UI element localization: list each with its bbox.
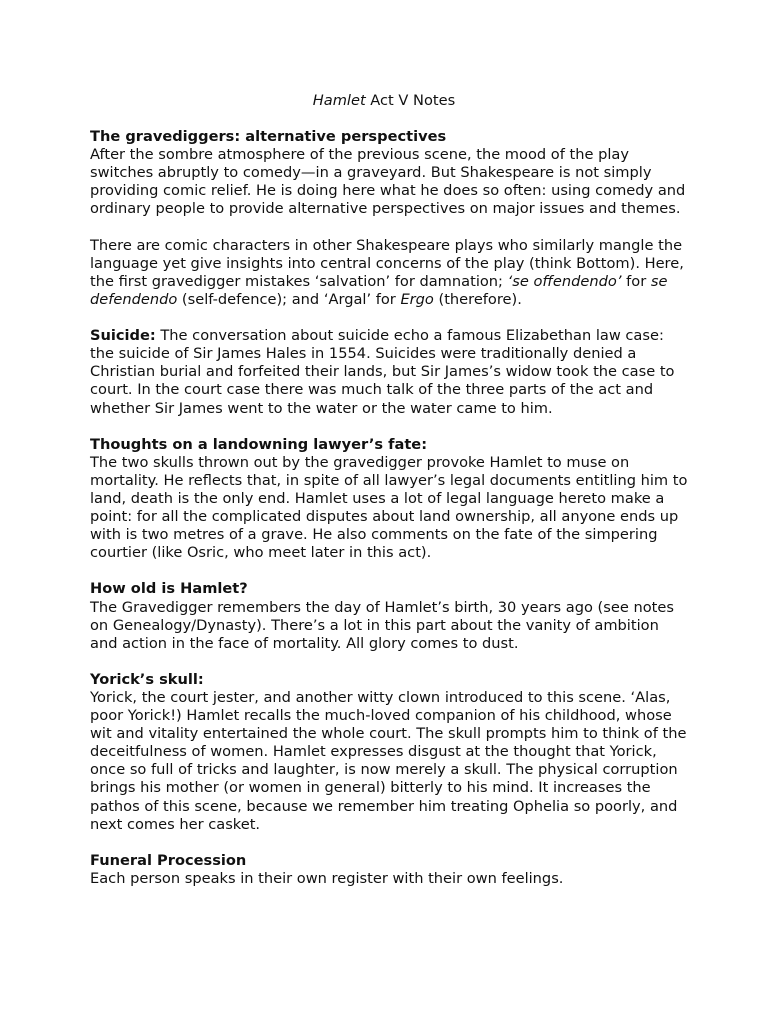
document-page: [90, 92, 690, 906]
section-body: The two skulls thrown out by the gravedigger provoke Hamlet to muse on mortality. He reflects that, in spite of all lawyer’s legal documents entitling him to land, death is the only end. Hamlet uses a lot of legal language hereto make a point: for all the complicated disputes about land ownership, all anyone ends up with is two metres of a grave. He also comments on the fate of the simpering courtier (like Osric, who meet later in this act).: [90, 453, 688, 562]
section-body: Yorick, the court jester, and another witty clown introduced to this scene. ‘Alas, poor Yorick!) Hamlet recalls the much-loved companion of his childhood, whose wit and vitality entertained the whole court. The skull prompts him to think of the deceitfulness of women. Hamlet expresses disgust at the thought that Yorick, once so full of tricks and laughter, is now merely a skull. The physical corruption brings his mother (or women in general) bitterly to his mind. It increases the pathos of this scene, because we remember him treating Ophelia so poorly, and next comes her casket.: [90, 689, 687, 833]
section-gravediggers: [90, 128, 690, 218]
document-title: [90, 92, 678, 110]
body-text: There are comic characters in other Shakespeare plays who similarly mangle the language yet give insights into central concerns of the play (think Bottom). Here, the first gravedigger mistakes ‘salvation’ for damnation;: [90, 236, 684, 290]
section-heading: Suicide:: [90, 327, 156, 345]
section-funeral: [90, 852, 690, 888]
section-body: Each person speaks in their own register with their own feelings.: [90, 869, 564, 887]
section-heading: The gravediggers: alternative perspectives: [90, 128, 447, 146]
section-suicide: [90, 327, 690, 417]
italic-term: ‘se offendendo’: [507, 272, 622, 290]
section-lawyer: [90, 436, 690, 563]
section-heading: Yorick’s skull:: [90, 670, 204, 688]
section-heading: How old is Hamlet?: [90, 580, 248, 598]
body-text: (therefore).: [433, 290, 522, 308]
section-body: [90, 327, 690, 417]
section-comic-characters: [90, 237, 690, 309]
title-rest: Act V Notes: [365, 92, 456, 109]
section-hamlet-age: [90, 580, 690, 652]
section-body: [90, 237, 690, 309]
section-body: After the sombre atmosphere of the previous scene, the mood of the play switches abruptly to comedy—in a graveyard. But Shakespeare is not simply providing comic relief. He is doing here what he does so often: using comedy and ordinary people to provide alternative perspectives on major issues and themes.: [90, 146, 686, 218]
section-yorick: [90, 671, 690, 834]
body-text: (self-defence); and ‘Argal’ for: [177, 290, 401, 308]
italic-term: Ergo: [400, 290, 434, 308]
italic-term: se defendendo: [90, 272, 668, 308]
body-text: The conversation about suicide echo a famous Elizabethan law case: the suicide of Sir James Hales in 1554. Suicides were traditionally denied a Christian burial and forfeited their lands, but Sir James’s widow took the case to court. In the court case there was much talk of the three parts of the act and whether Sir James went to the water or the water came to him.: [90, 327, 675, 417]
body-text: for: [621, 272, 651, 290]
title-play-name: Hamlet: [312, 92, 366, 109]
section-heading: Funeral Procession: [90, 851, 247, 869]
section-heading: Thoughts on a landowning lawyer’s fate:: [90, 435, 428, 453]
section-body: The Gravedigger remembers the day of Hamlet’s birth, 30 years ago (see notes on Genealogy/Dynasty). There’s a lot in this part about the vanity of ambition and action in the face of mortality. All glory comes to dust.: [90, 598, 674, 652]
